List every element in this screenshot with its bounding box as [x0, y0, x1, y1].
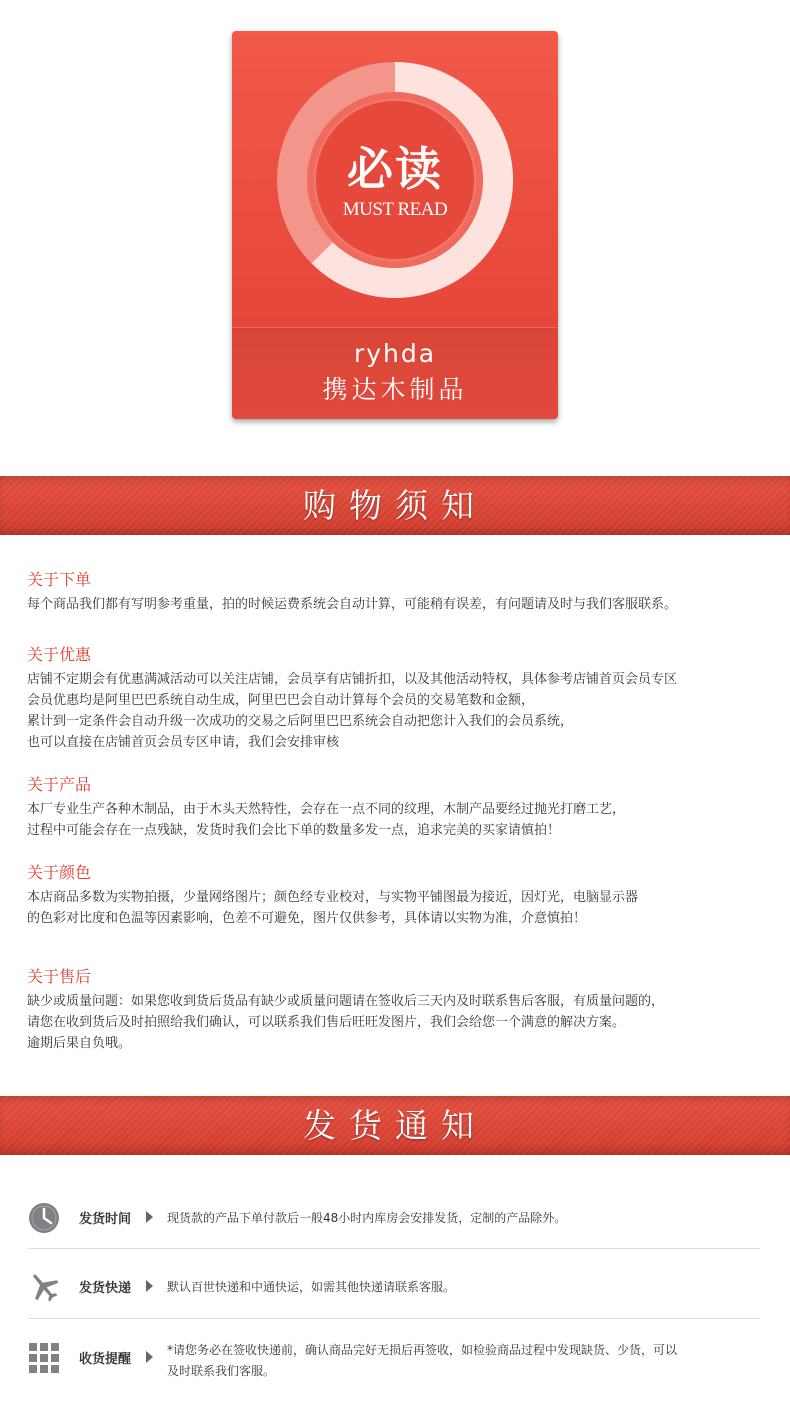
section-line: 会员优惠均是阿里巴巴系统自动生成，阿里巴巴会自动计算每个会员的交易笔数和金额， [27, 693, 535, 708]
shipping-courier-row [28, 1267, 760, 1307]
section-title: 关于售后 [27, 967, 92, 986]
receiving-reminder-row [28, 1338, 760, 1378]
divider [28, 1318, 760, 1319]
section-title: 关于颜色 [27, 863, 92, 882]
section-line: 也可以直接在店铺首页会员专区申请，我们会安排审核 [27, 735, 340, 750]
receiving-reminder-label: 收货提醒 [79, 1352, 132, 1367]
section-title: 关于优惠 [27, 645, 92, 664]
arrow-right-icon [146, 1351, 153, 1363]
divider [28, 1248, 760, 1249]
airplane-icon [28, 1271, 60, 1303]
section-ordering [27, 570, 787, 615]
section-products [27, 775, 787, 841]
logo-subtitle: MUST READ [342, 199, 448, 220]
section-line: 本店商品多数为实物拍摄，少量网络图片；颜色经专业校对，与实物平铺图最为接近，因灯光，电脑显示器 [27, 890, 639, 905]
shipping-notice-banner [0, 1096, 790, 1155]
section-line: 缺少或质量问题：如果您收到货后货品有缺少或质量问题请在签收后三天内及时联系售后客服，有质量问题的， [27, 994, 665, 1009]
section-title: 关于产品 [27, 775, 92, 794]
shipping-banner-title: 发货通知 [303, 1106, 487, 1145]
receiving-reminder-text [167, 1340, 677, 1382]
section-line: 累计到一定条件会自动升级一次成功的交易之后阿里巴巴系统会自动把您计入我们的会员系统， [27, 714, 574, 729]
section-title: 关于下单 [27, 570, 92, 589]
reminder-line: 及时联系我们客服。 [167, 1364, 276, 1378]
section-line: 的色彩对比度和色温等因素影响，色差不可避免，图片仅供参考，具体请以实物为准，介意慎拍！ [27, 911, 587, 926]
clock-icon [28, 1202, 60, 1234]
section-colors [27, 863, 787, 929]
shopping-banner-title: 购物须知 [303, 486, 487, 525]
shipping-time-text: 现货款的产品下单付款后一般48小时内库房会安排发货，定制的产品除外。 [167, 1211, 567, 1225]
shopping-notice-banner [0, 476, 790, 535]
grid-icon [28, 1342, 60, 1374]
section-after-sales [27, 967, 787, 1054]
shipping-courier-text: 默认百世快递和中通快运，如需其他快递请联系客服。 [167, 1280, 456, 1294]
logo-title: 必读 [347, 142, 443, 196]
section-line: 逾期后果自负哦。 [27, 1036, 132, 1051]
section-line: 过程中可能会存在一点残缺，发货时我们会比下单的数量多发一点，追求完美的买家请慎拍！ [27, 823, 561, 838]
shipping-time-label: 发货时间 [79, 1212, 132, 1227]
section-line: 每个商品我们都有写明参考重量，拍的时候运费系统会自动计算，可能稍有误差，有问题请及时与我们客服联系。 [27, 597, 678, 612]
section-line: 请您在收到货后及时拍照给我们确认，可以联系我们售后旺旺发图片，我们会给您一个满意的解决方案。 [27, 1015, 626, 1030]
reminder-line: *请您务必在签收快递前，确认商品完好无损后再签收，如检验商品过程中发现缺货、少货，可以 [167, 1343, 678, 1357]
section-line: 本厂专业生产各种木制品，由于木头天然特性，会存在一点不同的纹理，木制产品要经过抛光打磨工艺， [27, 802, 626, 817]
section-line: 店铺不定期会有优惠满减活动可以关注店铺，会员享有店铺折扣，以及其他活动特权，具体参考店铺首页会员专区 [27, 672, 678, 687]
brand-name-cn: 携达木制品 [322, 375, 468, 404]
shipping-time-row [28, 1198, 760, 1238]
must-read-logo [232, 31, 558, 419]
section-discounts [27, 645, 787, 753]
arrow-right-icon [146, 1211, 153, 1223]
brand-name-en: ryhda [353, 339, 437, 368]
shipping-courier-label: 发货快递 [79, 1281, 132, 1296]
arrow-right-icon [146, 1280, 153, 1292]
